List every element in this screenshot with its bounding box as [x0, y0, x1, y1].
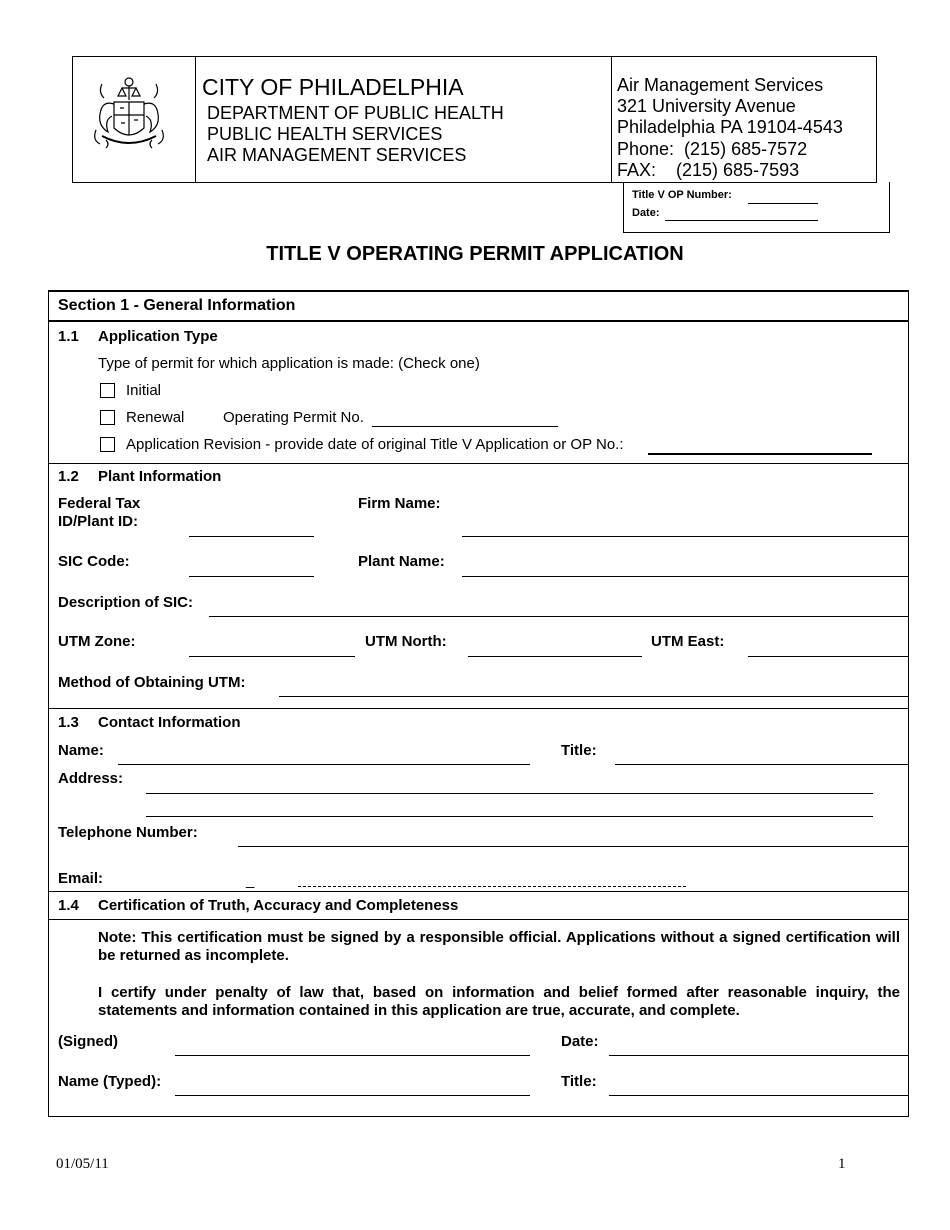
address-field-line-2[interactable]	[146, 796, 873, 817]
firm-name-label: Firm Name:	[358, 495, 441, 512]
description-of-sic-field[interactable]	[209, 596, 908, 617]
section-1-2-title: Plant Information	[98, 468, 222, 485]
contact-name-label: Name:	[58, 742, 104, 759]
utm-zone-label: UTM Zone:	[58, 633, 136, 650]
section-1-4-title-rule	[48, 919, 908, 920]
department-line-2: PUBLIC HEALTH SERVICES	[207, 124, 443, 144]
certification-note: Note: This certification must be signed by a responsible official. Applications without a signed certification will be returned as incomplete.	[98, 929, 900, 964]
method-utm-field[interactable]	[279, 676, 908, 697]
certification-statement: I certify under penalty of law that, based on information and belief formed after reasonable inquiry, the statements and information contained in this application are true, accurate, and complete.	[98, 984, 900, 1019]
contact-line-1: Air Management Services	[617, 75, 824, 95]
telephone-field[interactable]	[238, 826, 908, 847]
op-number-label: Title V OP Number:	[632, 189, 732, 201]
letterhead-divider-right	[611, 56, 612, 182]
email-field[interactable]	[298, 866, 686, 887]
plant-name-field[interactable]	[462, 556, 908, 577]
firm-name-field[interactable]	[462, 516, 908, 537]
operating-permit-no-field[interactable]	[372, 406, 558, 427]
section-1-2-rule	[48, 708, 908, 709]
contact-line-2: 321 University Avenue	[617, 96, 796, 116]
description-of-sic-label: Description of SIC:	[58, 594, 194, 611]
section-1-1-rule	[48, 463, 908, 464]
section-1-2-number: 1.2	[58, 468, 79, 485]
address-label: Address:	[58, 770, 124, 787]
federal-tax-label-line-2: ID/Plant ID:	[58, 513, 139, 530]
section-1-heading: Section 1 - General Information	[58, 297, 296, 314]
address-field-line-1[interactable]	[146, 773, 873, 794]
utm-east-field[interactable]	[748, 636, 908, 657]
method-utm-label: Method of Obtaining UTM:	[58, 674, 246, 691]
section-1-4-title: Certification of Truth, Accuracy and Completeness	[98, 897, 459, 914]
name-typed-field[interactable]	[175, 1075, 530, 1096]
contact-line-3: Philadelphia PA 19104-4543	[617, 117, 843, 137]
signature-field[interactable]	[175, 1035, 530, 1056]
sic-code-label: SIC Code:	[58, 553, 130, 570]
utm-north-field[interactable]	[468, 636, 642, 657]
application-type-instruction: Type of permit for which application is made: (Check one)	[98, 355, 480, 372]
signed-label: (Signed)	[58, 1033, 118, 1050]
telephone-label: Telephone Number:	[58, 824, 198, 841]
revision-label: Application Revision - provide date of original Title V Application or OP No.:	[126, 436, 624, 453]
city-name: CITY OF PHILADELPHIA	[202, 74, 464, 100]
section-1-3-number: 1.3	[58, 714, 79, 731]
section-1-3-rule	[48, 891, 908, 892]
federal-tax-label-line-1: Federal Tax	[58, 495, 141, 512]
renewal-checkbox[interactable]	[100, 410, 115, 425]
operating-permit-no-label: Operating Permit No.	[223, 409, 364, 426]
sic-code-field[interactable]	[189, 556, 314, 577]
contact-title-label: Title:	[561, 742, 597, 759]
contact-line-5: FAX: (215) 685-7593	[617, 160, 800, 180]
utm-zone-field[interactable]	[189, 636, 355, 657]
section-1-3-title: Contact Information	[98, 714, 241, 731]
plant-name-label: Plant Name:	[358, 553, 445, 570]
email-label: Email:	[58, 870, 104, 887]
name-typed-label: Name (Typed):	[58, 1073, 162, 1090]
page-title: TITLE V OPERATING PERMIT APPLICATION	[266, 243, 684, 265]
utm-east-label: UTM East:	[651, 633, 725, 650]
email-dash: _	[246, 872, 255, 889]
certification-date-label: Date:	[561, 1033, 599, 1050]
section-1-heading-rule	[48, 320, 908, 322]
initial-checkbox[interactable]	[100, 383, 115, 398]
city-seal-icon	[84, 70, 174, 156]
contact-line-4: Phone: (215) 685-7572	[617, 139, 808, 159]
footer-date: 01/05/11	[56, 1156, 109, 1172]
section-1-1-number: 1.1	[58, 328, 79, 345]
page-number: 1	[838, 1156, 846, 1172]
certification-title-label: Title:	[561, 1073, 597, 1090]
op-date-field[interactable]	[665, 202, 818, 221]
contact-name-field[interactable]	[118, 744, 530, 765]
section-1-4-number: 1.4	[58, 897, 79, 914]
letterhead-divider-left	[195, 56, 196, 182]
federal-tax-id-field[interactable]	[189, 516, 314, 537]
utm-north-label: UTM North:	[365, 633, 447, 650]
contact-title-field[interactable]	[615, 744, 908, 765]
revision-checkbox[interactable]	[100, 437, 115, 452]
revision-date-field[interactable]	[648, 433, 872, 455]
op-date-label: Date:	[632, 207, 660, 219]
renewal-label: Renewal	[126, 409, 185, 426]
department-line-3: AIR MANAGEMENT SERVICES	[207, 145, 467, 165]
certification-title-field[interactable]	[609, 1075, 908, 1096]
initial-label: Initial	[126, 382, 162, 399]
section-1-1-title: Application Type	[98, 328, 218, 345]
certification-date-field[interactable]	[609, 1035, 908, 1056]
department-line-1: DEPARTMENT OF PUBLIC HEALTH	[207, 103, 504, 123]
